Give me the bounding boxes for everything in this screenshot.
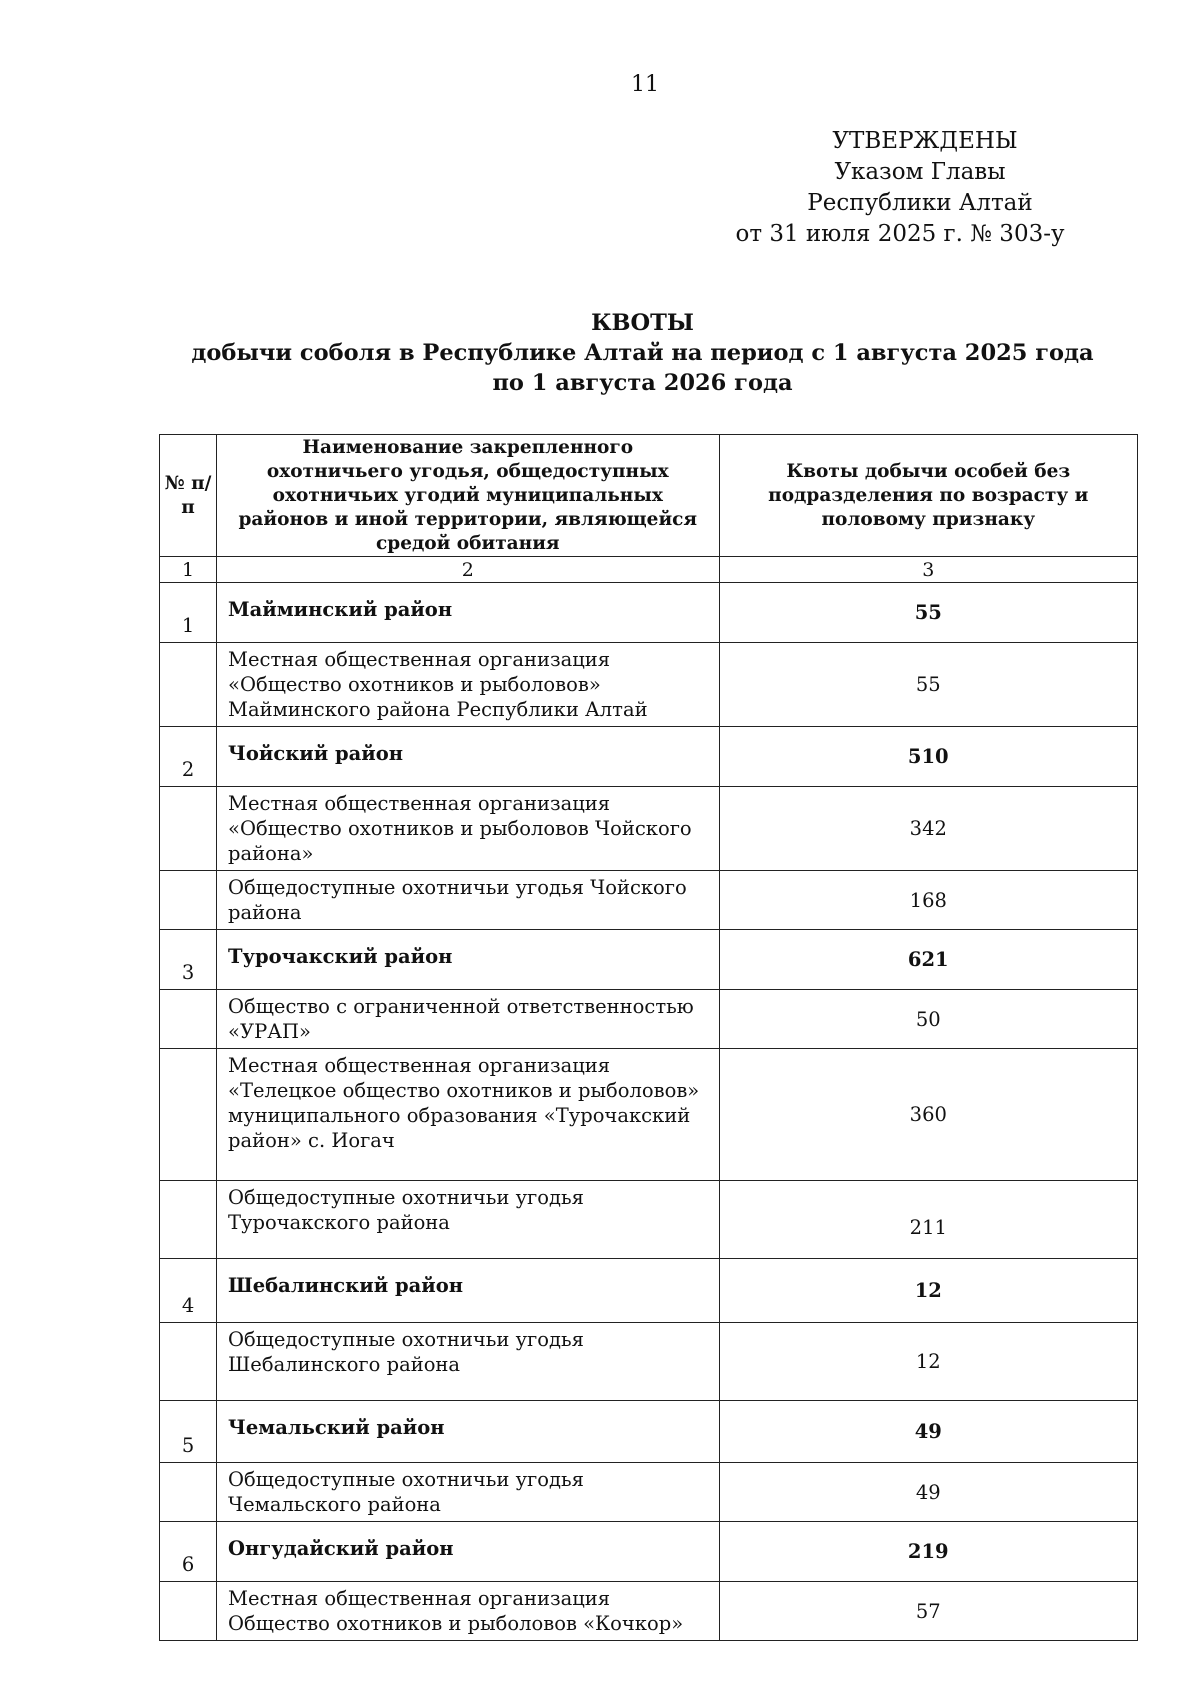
table-header-row	[160, 435, 1138, 557]
district-number: 5	[160, 1401, 217, 1463]
district-name: Чемальский район	[217, 1401, 720, 1463]
table-row	[160, 787, 1138, 871]
title-line-2: добычи соболя в Республике Алтай на период с 1 августа 2025 года	[191, 340, 1094, 366]
district-number: 3	[160, 930, 217, 990]
quota-table	[159, 434, 1138, 1641]
row-number-empty	[160, 787, 217, 871]
district-row	[160, 1401, 1138, 1463]
hunting-area-name: Общедоступные охотничьи угодья Шебалинского района	[217, 1323, 720, 1401]
district-name: Онгудайский район	[217, 1522, 720, 1582]
approval-stamp-block	[735, 126, 1100, 250]
approval-line-1: УТВЕРЖДЕНЫ	[832, 128, 1018, 154]
hunting-area-name: Местная общественная организация «Общество охотников и рыболовов Чойского района»	[217, 787, 720, 871]
district-number: 4	[160, 1259, 217, 1323]
district-number: 2	[160, 727, 217, 787]
table-row	[160, 1323, 1138, 1401]
hunting-area-name: Местная общественная организация Общество охотников и рыболовов «Кочкор»	[217, 1582, 720, 1641]
table-row	[160, 643, 1138, 727]
title-line-3: по 1 августа 2026 года	[492, 370, 793, 396]
row-number-empty	[160, 990, 217, 1049]
district-number: 6	[160, 1522, 217, 1582]
index-2: 2	[217, 557, 720, 583]
document-title	[150, 308, 1135, 398]
hunting-area-quota: 342	[719, 787, 1137, 871]
row-number-empty	[160, 871, 217, 930]
index-3: 3	[719, 557, 1137, 583]
district-name: Шебалинский район	[217, 1259, 720, 1323]
table-row	[160, 990, 1138, 1049]
district-number: 1	[160, 583, 217, 643]
district-total: 510	[719, 727, 1137, 787]
district-total: 219	[719, 1522, 1137, 1582]
header-quota: Квоты добычи особей без подразделения по возрасту и половому признаку	[719, 435, 1137, 557]
district-row	[160, 1259, 1138, 1323]
table-row	[160, 1049, 1138, 1181]
header-num: № п/п	[160, 435, 217, 557]
district-row	[160, 583, 1138, 643]
page-number: 11	[631, 72, 659, 97]
hunting-area-quota: 49	[719, 1463, 1137, 1522]
hunting-area-name: Общество с ограниченной ответственностью «УРАП»	[217, 990, 720, 1049]
hunting-area-quota: 211	[719, 1181, 1137, 1259]
row-number-empty	[160, 1582, 217, 1641]
row-number-empty	[160, 1181, 217, 1259]
index-1: 1	[160, 557, 217, 583]
title-line-1: КВОТЫ	[591, 310, 694, 336]
approval-line-2: Указом Главы	[834, 159, 1006, 185]
district-row	[160, 727, 1138, 787]
hunting-area-quota: 168	[719, 871, 1137, 930]
table-row	[160, 1181, 1138, 1259]
hunting-area-quota: 12	[719, 1323, 1137, 1401]
table-row	[160, 871, 1138, 930]
hunting-area-quota: 360	[719, 1049, 1137, 1181]
table-row	[160, 1463, 1138, 1522]
hunting-area-quota: 55	[719, 643, 1137, 727]
row-number-empty	[160, 1323, 217, 1401]
hunting-area-name: Местная общественная организация «Общество охотников и рыболовов» Майминского района Республики Алтай	[217, 643, 720, 727]
row-number-empty	[160, 643, 217, 727]
column-index-row	[160, 557, 1138, 583]
table-row	[160, 1582, 1138, 1641]
district-row	[160, 930, 1138, 990]
district-row	[160, 1522, 1138, 1582]
row-number-empty	[160, 1049, 217, 1181]
district-total: 49	[719, 1401, 1137, 1463]
approval-line-3: Республики Алтай	[807, 190, 1033, 216]
district-name: Чойский район	[217, 727, 720, 787]
hunting-area-name: Местная общественная организация «Телецкое общество охотников и рыболовов» муниципального образования «Турочакский район» с. Иогач	[217, 1049, 720, 1181]
district-total: 55	[719, 583, 1137, 643]
approval-line-4: от 31 июля 2025 г. № 303-у	[735, 221, 1065, 247]
hunting-area-quota: 57	[719, 1582, 1137, 1641]
district-name: Майминский район	[217, 583, 720, 643]
hunting-area-name: Общедоступные охотничьи угодья Чойского района	[217, 871, 720, 930]
hunting-area-name: Общедоступные охотничьи угодья Чемальского района	[217, 1463, 720, 1522]
district-total: 12	[719, 1259, 1137, 1323]
district-name: Турочакский район	[217, 930, 720, 990]
header-name: Наименование закрепленного охотничьего угодья, общедоступных охотничьих угодий муниципальных районов и иной территории, являющейся средой обитания	[217, 435, 720, 557]
row-number-empty	[160, 1463, 217, 1522]
hunting-area-name: Общедоступные охотничьи угодья Турочакского района	[217, 1181, 720, 1259]
hunting-area-quota: 50	[719, 990, 1137, 1049]
district-total: 621	[719, 930, 1137, 990]
